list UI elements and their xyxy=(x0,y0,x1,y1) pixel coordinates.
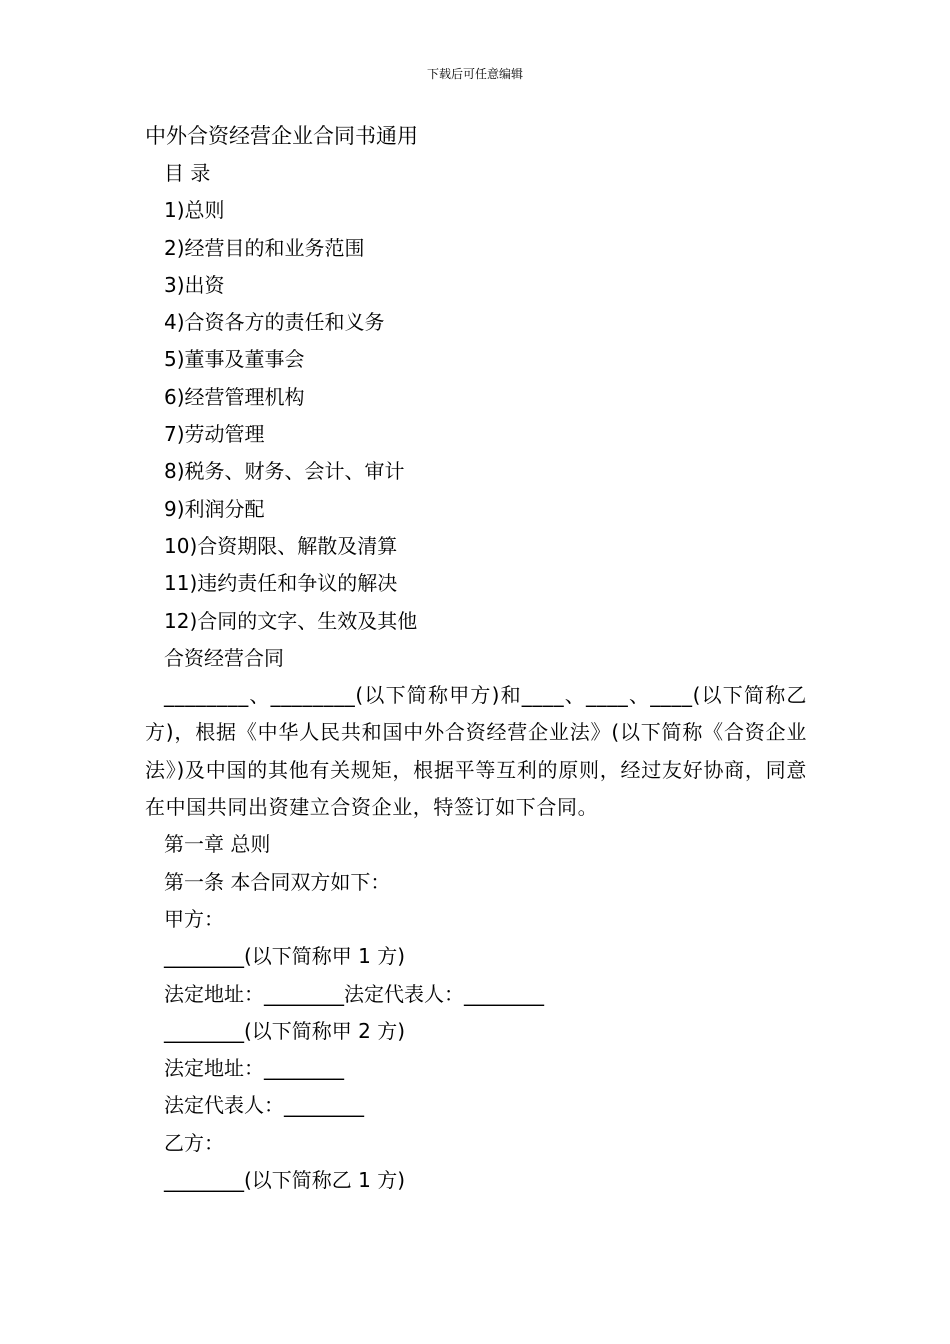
party-a2-rep: 法定代表人：________ xyxy=(164,1093,364,1118)
contract-heading: 合资经营合同 xyxy=(164,645,284,670)
party-b1-name: ________(以下简称乙 1 方) xyxy=(164,1168,406,1193)
toc-item: 5)董事及董事会 xyxy=(164,347,305,372)
toc-item: 12)合同的文字、生效及其他 xyxy=(164,608,418,633)
document-title: 中外合资经营企业合同书通用 xyxy=(145,124,418,148)
party-a1-name: ________(以下简称甲 1 方) xyxy=(164,944,406,969)
article-text: 第一条 本合同双方如下： xyxy=(164,869,391,894)
party-a1-address-rep: 法定地址：________法定代表人：________ xyxy=(164,981,544,1006)
toc-item: 4)合资各方的责任和义务 xyxy=(164,310,385,335)
toc-item: 3)出资 xyxy=(164,272,225,297)
toc-item: 6)经营管理机构 xyxy=(164,384,305,409)
toc-item: 10)合资期限、解散及清算 xyxy=(164,533,398,558)
toc-item: 1)总则 xyxy=(164,198,225,223)
toc-item: 11)违约责任和争议的解决 xyxy=(164,571,398,596)
toc-heading: 目 录 xyxy=(164,161,211,185)
document-body xyxy=(145,118,807,1199)
party-a2-address: 法定地址：________ xyxy=(164,1056,344,1081)
toc-item: 8)税务、财务、会计、审计 xyxy=(164,459,405,484)
toc-item: 9)利润分配 xyxy=(164,496,265,521)
party-b-label: 乙方： xyxy=(164,1130,224,1155)
toc-item: 2)经营目的和业务范围 xyxy=(164,235,365,260)
header-note: 下载后可任意编辑 xyxy=(426,67,523,81)
party-a-label: 甲方： xyxy=(164,906,224,931)
toc-item: 7)劳动管理 xyxy=(164,422,265,447)
party-a2-name: ________(以下简称甲 2 方) xyxy=(164,1018,406,1043)
intro-paragraph: ________、________(以下简称甲方)和____、____、____(以下简称乙方)，根据《中华人民共和国中外合资经营企业法》(以下简称《合资企业法》)及中国的其他有关规矩，根据平等互利的原则，经过友好协商，同意在中国共同出资建立合资企业，特签订如下合同。 xyxy=(145,683,807,820)
chapter-heading: 第一章 总则 xyxy=(164,832,271,857)
